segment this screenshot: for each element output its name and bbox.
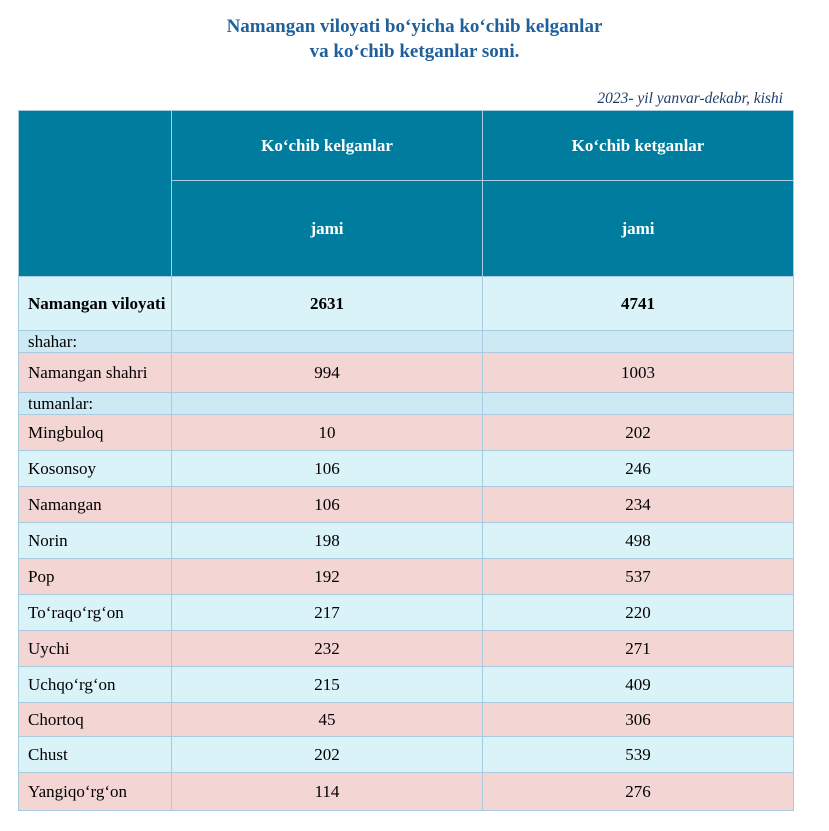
cell-arrivals: 215 <box>172 667 483 703</box>
header-departures: Ko‘chib ketganlar <box>483 111 794 181</box>
table-row <box>19 703 794 737</box>
table-row <box>19 595 794 631</box>
cell-arrivals: 106 <box>172 451 483 487</box>
header-corner-cell <box>19 111 172 277</box>
cell-departures: 539 <box>483 737 794 773</box>
row-label: Namangan viloyati <box>19 277 172 331</box>
cell-arrivals: 114 <box>172 773 483 811</box>
table-row <box>19 773 794 811</box>
table-row-total <box>19 277 794 331</box>
empty-cell <box>483 393 794 415</box>
table-row <box>19 559 794 595</box>
table-row-city <box>19 353 794 393</box>
table-row <box>19 451 794 487</box>
row-label: To‘raqo‘rg‘on <box>19 595 172 631</box>
subheader-departures-total: jami <box>483 181 794 277</box>
section-row-districts <box>19 393 794 415</box>
cell-arrivals: 106 <box>172 487 483 523</box>
table-row <box>19 415 794 451</box>
cell-departures: 220 <box>483 595 794 631</box>
cell-arrivals: 232 <box>172 631 483 667</box>
cell-departures: 1003 <box>483 353 794 393</box>
cell-departures: 246 <box>483 451 794 487</box>
header-arrivals: Ko‘chib kelganlar <box>172 111 483 181</box>
cell-departures: 306 <box>483 703 794 737</box>
cell-arrivals: 192 <box>172 559 483 595</box>
title-line-2: va ko‘chib ketganlar soni. <box>309 41 520 62</box>
row-label: Uchqo‘rg‘on <box>19 667 172 703</box>
table-row <box>19 487 794 523</box>
cell-departures: 537 <box>483 559 794 595</box>
migration-table <box>18 110 794 811</box>
cell-departures: 271 <box>483 631 794 667</box>
row-label: Mingbuloq <box>19 415 172 451</box>
row-label: Namangan shahri <box>19 353 172 393</box>
cell-arrivals: 994 <box>172 353 483 393</box>
section-label: shahar: <box>19 331 172 353</box>
cell-departures: 409 <box>483 667 794 703</box>
cell-departures: 202 <box>483 415 794 451</box>
table-row <box>19 631 794 667</box>
row-label: Kosonsoy <box>19 451 172 487</box>
row-label: Yangiqo‘rg‘on <box>19 773 172 811</box>
page-title <box>0 14 829 64</box>
table-row <box>19 523 794 559</box>
cell-arrivals: 202 <box>172 737 483 773</box>
section-label: tumanlar: <box>19 393 172 415</box>
empty-cell <box>172 393 483 415</box>
row-label: Chortoq <box>19 703 172 737</box>
header-row <box>19 111 794 181</box>
empty-cell <box>172 331 483 353</box>
row-label: Pop <box>19 559 172 595</box>
cell-departures: 498 <box>483 523 794 559</box>
cell-departures: 4741 <box>483 277 794 331</box>
empty-cell <box>483 331 794 353</box>
cell-arrivals: 10 <box>172 415 483 451</box>
cell-arrivals: 2631 <box>172 277 483 331</box>
section-row-city <box>19 331 794 353</box>
subheader-arrivals-total: jami <box>172 181 483 277</box>
table-caption: 2023- yil yanvar-dekabr, kishi <box>597 90 783 107</box>
cell-departures: 234 <box>483 487 794 523</box>
cell-departures: 276 <box>483 773 794 811</box>
row-label: Namangan <box>19 487 172 523</box>
table-row <box>19 737 794 773</box>
table-row <box>19 667 794 703</box>
title-line-1: Namangan viloyati bo‘yicha ko‘chib kelganlar <box>226 16 603 37</box>
cell-arrivals: 45 <box>172 703 483 737</box>
row-label: Uychi <box>19 631 172 667</box>
row-label: Norin <box>19 523 172 559</box>
cell-arrivals: 217 <box>172 595 483 631</box>
row-label: Chust <box>19 737 172 773</box>
cell-arrivals: 198 <box>172 523 483 559</box>
